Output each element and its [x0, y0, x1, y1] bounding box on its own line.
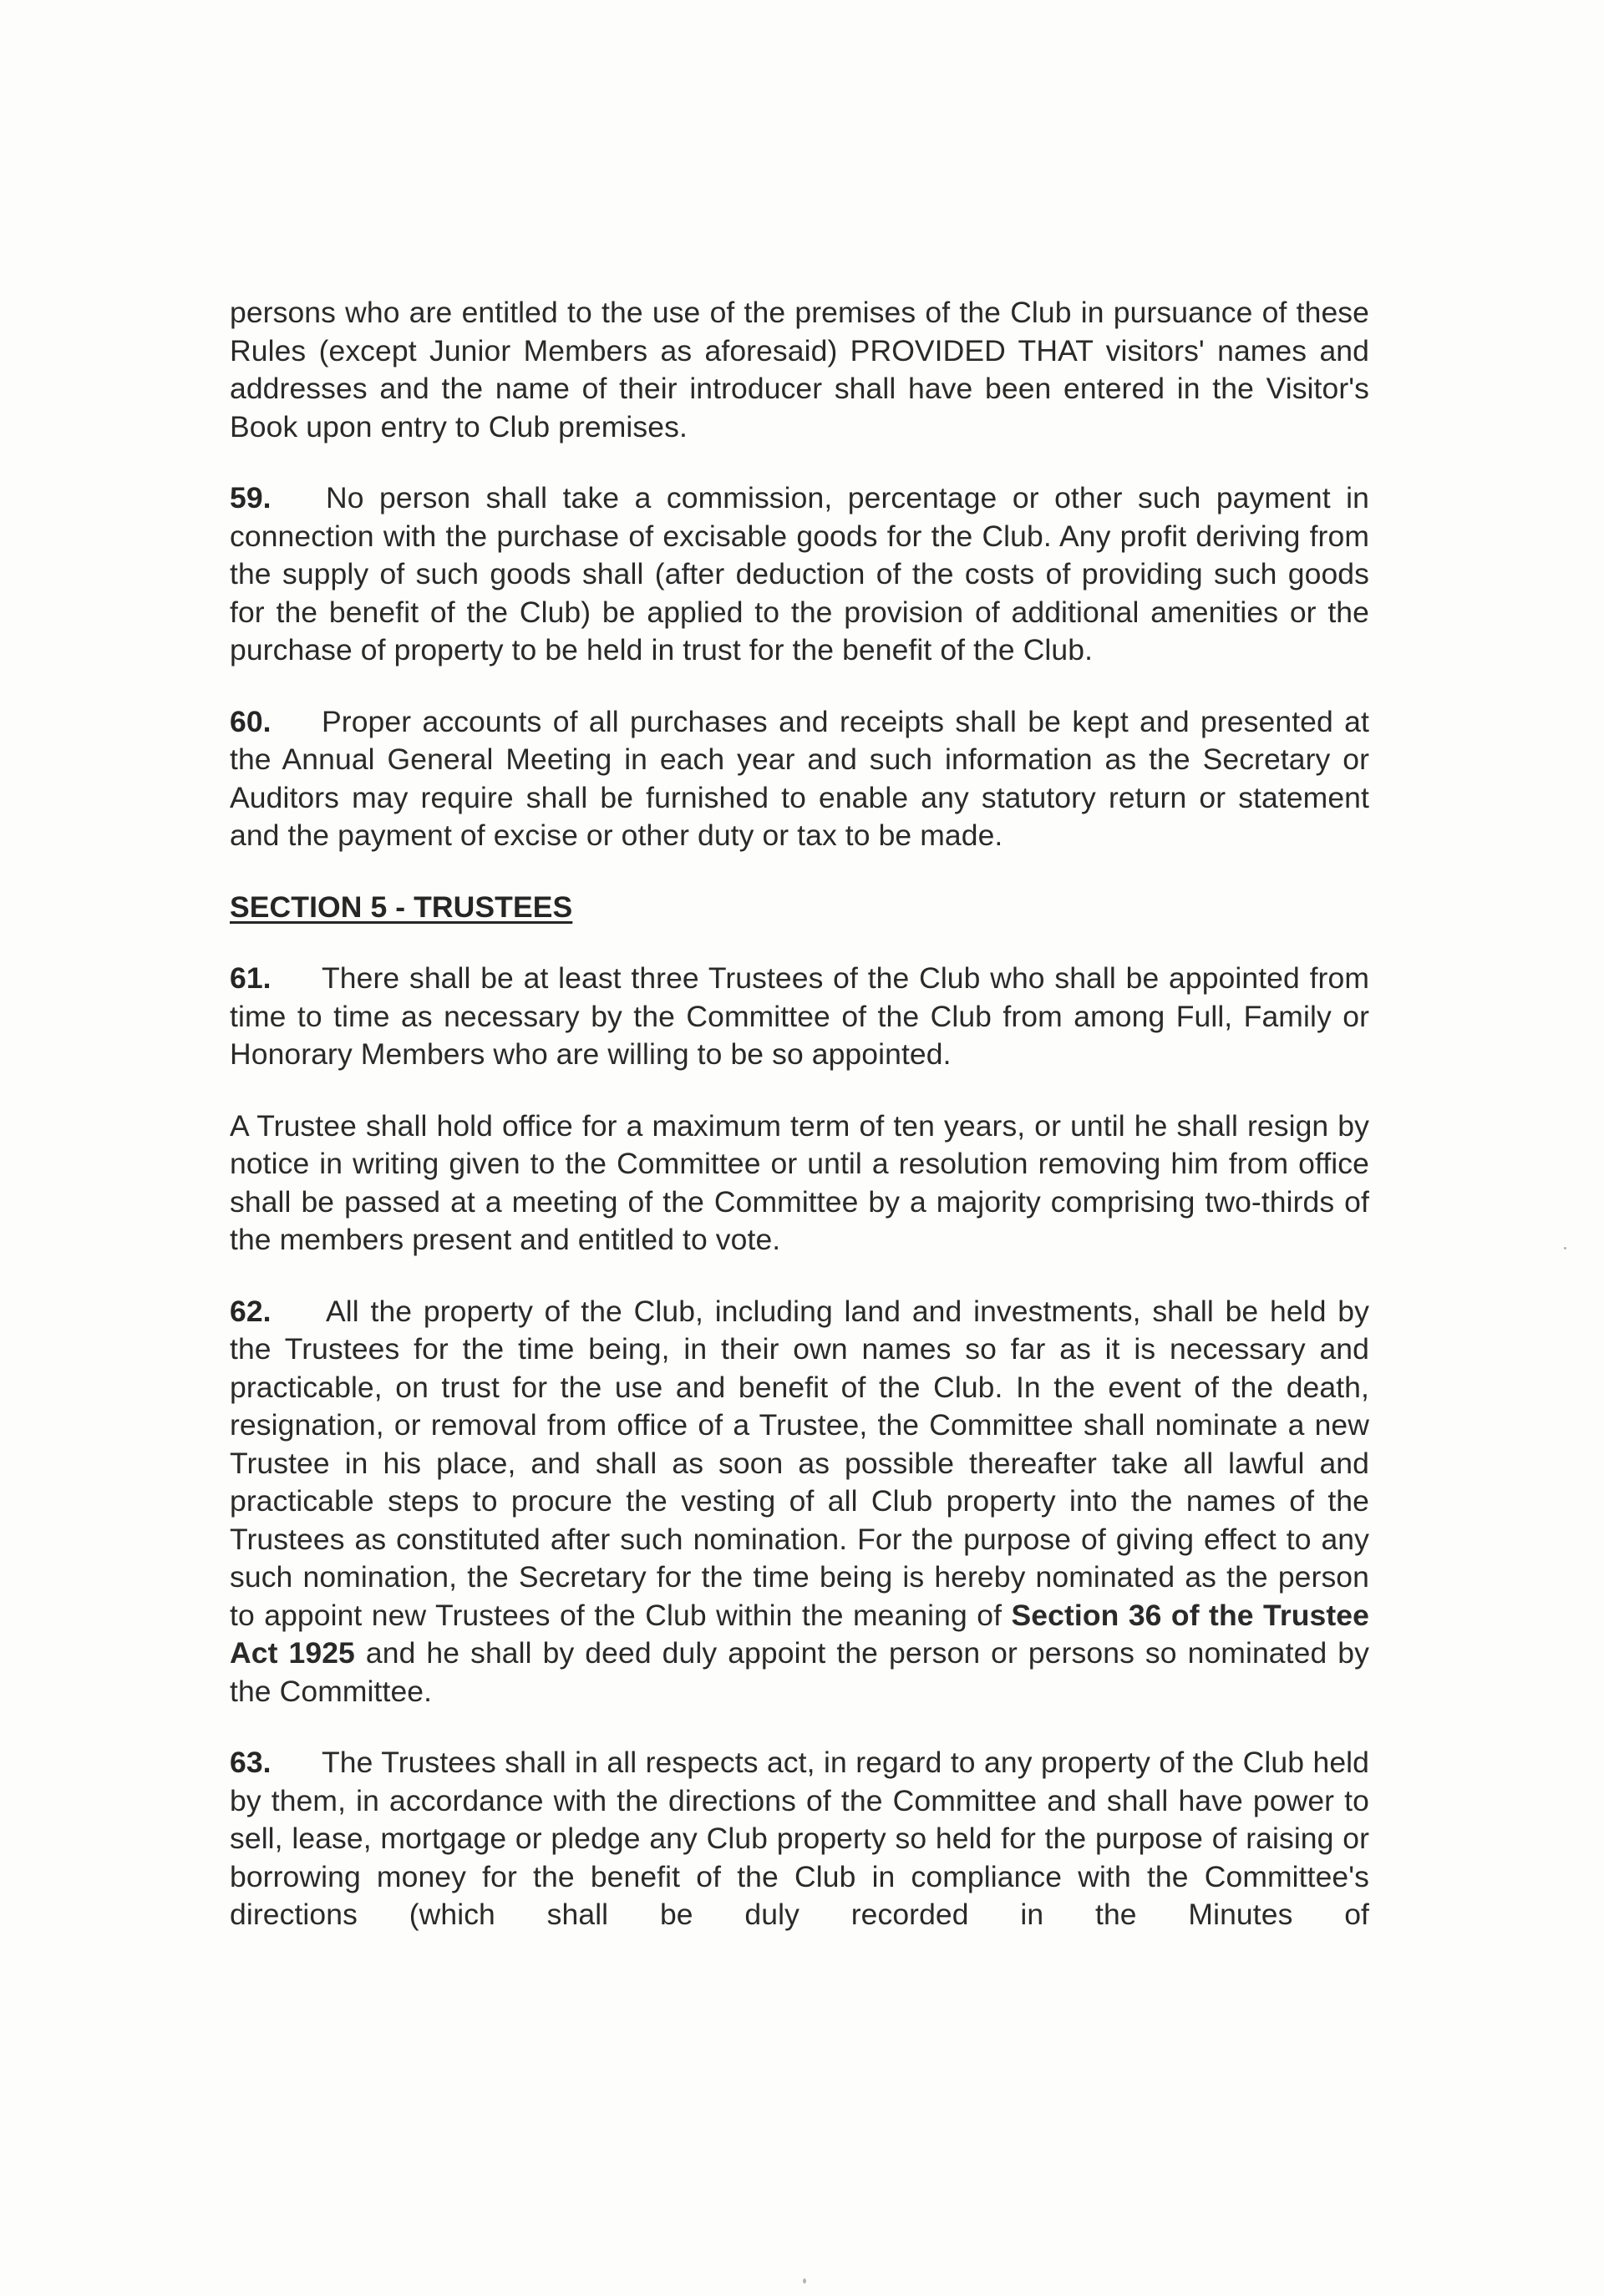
rule-number: 60. — [230, 704, 272, 738]
rule-number: 61. — [230, 961, 272, 995]
rule-60 — [230, 703, 1369, 855]
rule-text: Proper accounts of all purchases and receipts shall be kept and presented at the Annual General Meeting in each year and such information as the Secretary or Auditors may require shall be furnished to enable any statutory return or statement and the payment of excise or other duty or tax to be made. — [230, 704, 1369, 852]
rule-text: No person shall take a commission, percentage or other such payment in connection with the purchase of excisable goods for the Club. Any profit deriving from the supply of such goods shall (after deduction of the costs of providing such goods for the benefit of the Club) be applied to the provision of additional amenities or the purchase of property to be held in trust for the benefit of the Club. — [230, 481, 1369, 666]
document-body — [230, 294, 1369, 1968]
rule-number: 62. — [230, 1294, 272, 1328]
rule-text: and he shall by deed duly appoint the person or persons so nominated by the Committee. — [230, 1636, 1369, 1708]
intro-paragraph-text: persons who are entitled to the use of the premises of the Club in pursuance of these Rules (except Junior Members as aforesaid) PROVIDED THAT visitors' names and addresses and the name of their introducer shall have been entered in the Visitor's Book upon entry to Club premises. — [230, 296, 1369, 443]
rule-62 — [230, 1293, 1369, 1711]
rule-number: 59. — [230, 481, 272, 514]
rule-number: 63. — [230, 1746, 272, 1779]
rule-61 — [230, 960, 1369, 1074]
scan-speck — [1564, 1247, 1566, 1249]
rule-text: The Trustees shall in all respects act, in regard to any property of the Club held by them, in accordance with the directions of the Committee and shall have power to sell, lease, mortgage or pledge any Club property so held for the purpose of raising or borrowing money for the benefit of the Club in compliance with the Committee's directions (which shall be duly recorded in the Minutes of — [230, 1746, 1369, 1931]
statute-reference: Section 36 of the Trustee Act 1925 — [230, 1598, 1369, 1670]
section-heading: SECTION 5 - TRUSTEES — [230, 890, 573, 924]
rule-text: All the property of the Club, including land and investments, shall be held by the Trustees for the time being, in their own names so far as it is necessary and practicable, on trust for the use and benefit of the Club. In the event of the death, resignation, or removal from office of a Trustee, the Committee shall nominate a new Trustee in his place, and shall as soon as possible thereafter take all lawful and practicable steps to procure the vesting of all Club property into the names of the Trustees as constituted after such nomination. For the purpose of giving effect to any such nomination, the Secretary for the time being is hereby nominated as the person to appoint new Trustees of the Club within the meaning of — [230, 1294, 1369, 1632]
rule-text: There shall be at least three Trustees of the Club who shall be appointed from time to time as necessary by the Committee of the Club from among Full, Family or Honorary Members who are willing to be so appointed. — [230, 961, 1369, 1071]
rule-59 — [230, 479, 1369, 670]
rule-63 — [230, 1744, 1369, 1934]
rule-text: A Trustee shall hold office for a maximum term of ten years, or until he shall resign by notice in writing given to the Committee or until a resolution removing him from office shall be passed at a meeting of the Committee by a majority comprising two-thirds of the members present and entitled to vote. — [230, 1108, 1369, 1256]
scan-speck — [803, 2278, 806, 2283]
rule-61-continuation — [230, 1107, 1369, 1260]
intro-paragraph — [230, 294, 1369, 446]
